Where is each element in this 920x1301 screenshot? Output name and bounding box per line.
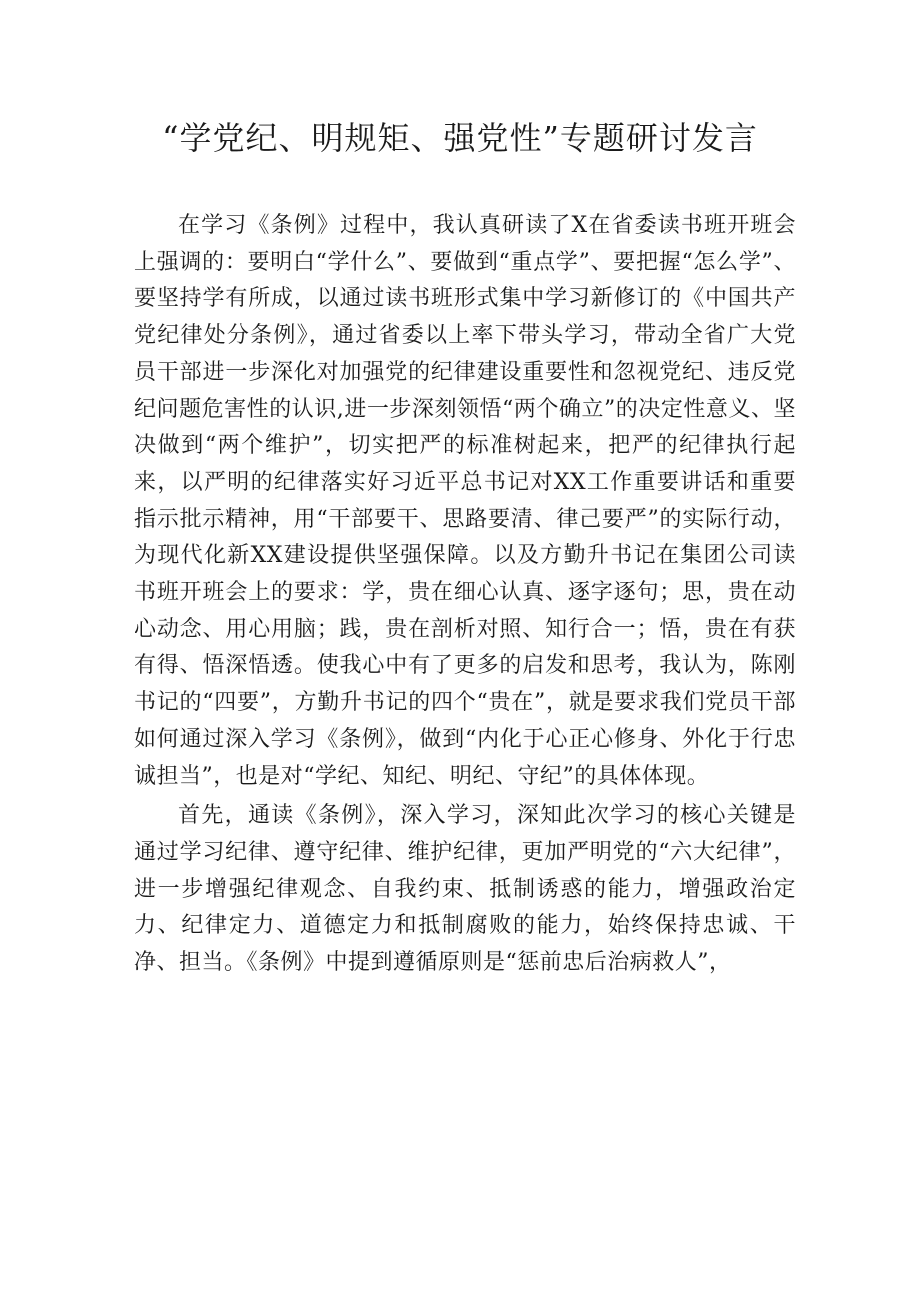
document-body bbox=[134, 208, 796, 982]
paragraph-2: 首先，通读《条例》，深入学习，深知此次学习的核心关键是通过学习纪律、遵守纪律、维护纪律，更加严明党的“六大纪律”，进一步增强纪律观念、自我约束、抵制诱惑的能力，增强政治定力、纪律定力、道德定力和抵制腐败的能力，始终保持忠诚、干净、担当。《条例》中提到遵循原则是“惩前忠后治病救人”， bbox=[134, 803, 796, 976]
document-title: “学党纪、明规矩、强党性”专题研讨发言 bbox=[162, 119, 758, 157]
paragraph-1: 在学习《条例》过程中，我认真研读了X在省委读书班开班会上强调的：要明白“学什么”、要做到“重点学”、要把握“怎么学”、要坚持学有所成，以通过读书班形式集中学习新修订的《中国共产党纪律处分条例》，通过省委以上率下带头学习，带动全省广大党员干部进一步深化对加强党的纪律建设重要性和忽视党纪、违反党纪问题危害性的认识,进一步深刻领悟“两个确立”的决定性意义、坚决做到“两个维护”，切实把严的标准树起来，把严的纪律执行起来，以严明的纪律落实好习近平总书记对XX工作重要讲话和重要指示批示精神，用“干部要干、思路要清、律己要严”的实际行动，为现代化新XX建设提供坚强保障。以及方勤升书记在集团公司读书班开班会上的要求：学，贵在细心认真、逐字逐句；思，贵在动心动念、用心用脑；践，贵在剖析对照、知行合一；悟，贵在有获有得、悟深悟透。使我心中有了更多的启发和思考，我认为，陈刚书记的“四要”，方勤升书记的四个“贵在”，就是要求我们党员干部如何通过深入学习《条例》，做到“内化于心正心修身、外化于行忠诚担当”，也是对“学纪、知纪、明纪、守纪”的具体体现。 bbox=[134, 213, 796, 789]
